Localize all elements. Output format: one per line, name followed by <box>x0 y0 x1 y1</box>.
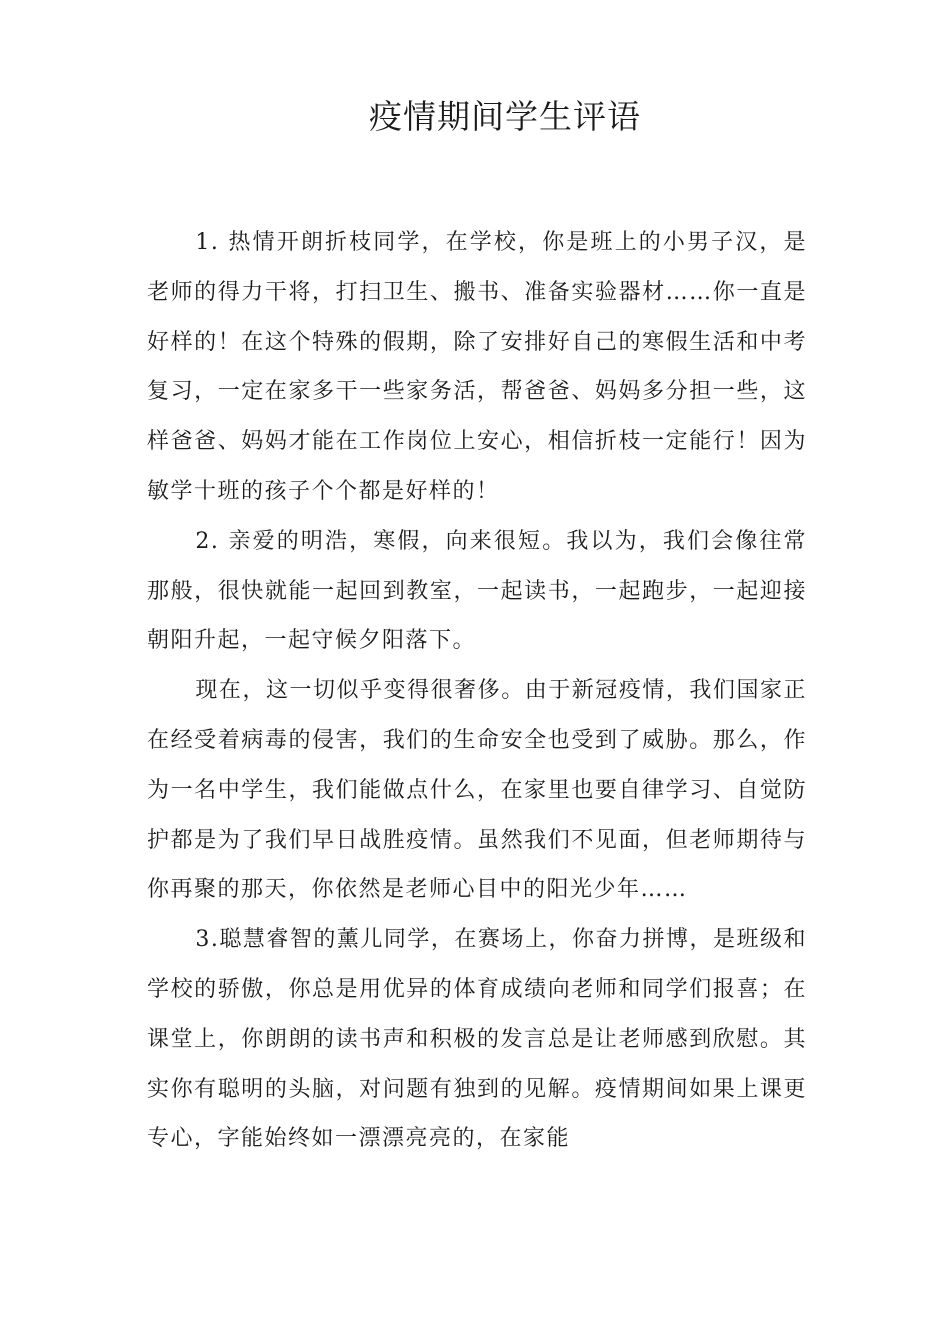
paragraph-4: 3.聪慧睿智的薰儿同学，在赛场上，你奋力拼博，是班级和学校的骄傲，你总是用优异的体育成绩向老师和同学们报喜；在课堂上，你朗朗的读书声和积极的发言总是让老师感到欣慰。其实你有聪明的头脑，对问题有独到的见解。疫情期间如果上课更专心，字能始终如一漂漂亮亮的，在家能 <box>147 927 807 1152</box>
document-title: 疫情期间学生评语 <box>369 97 641 136</box>
document-body <box>147 218 807 1164</box>
paragraph-3: 现在，这一切似乎变得很奢侈。由于新冠疫情，我们国家正在经受着病毒的侵害，我们的生命安全也受到了威胁。那么，作为一名中学生，我们能做点什么，在家里也要自律学习、自觉防护都是为了我们早日战胜疫情。虽然我们不见面，但老师期待与你再聚的那天，你依然是老师心目中的阳光少年…… <box>147 678 807 903</box>
paragraph-1: 1. 热情开朗折枝同学，在学校，你是班上的小男子汉，是老师的得力干将，打扫卫生、搬书、准备实验器材……你一直是好样的！在这个特殊的假期，除了安排好自己的寒假生活和中考复习，一定在家多干一些家务活，帮爸爸、妈妈多分担一些，这样爸爸、妈妈才能在工作岗位上安心，相信折枝一定能行！因为敏学十班的孩子个个都是好样的！ <box>147 230 807 504</box>
paragraph-2: 2. 亲爱的明浩，寒假，向来很短。我以为，我们会像往常那般，很快就能一起回到教室，一起读书，一起跑步，一起迎接朝阳升起，一起守候夕阳落下。 <box>147 528 807 654</box>
